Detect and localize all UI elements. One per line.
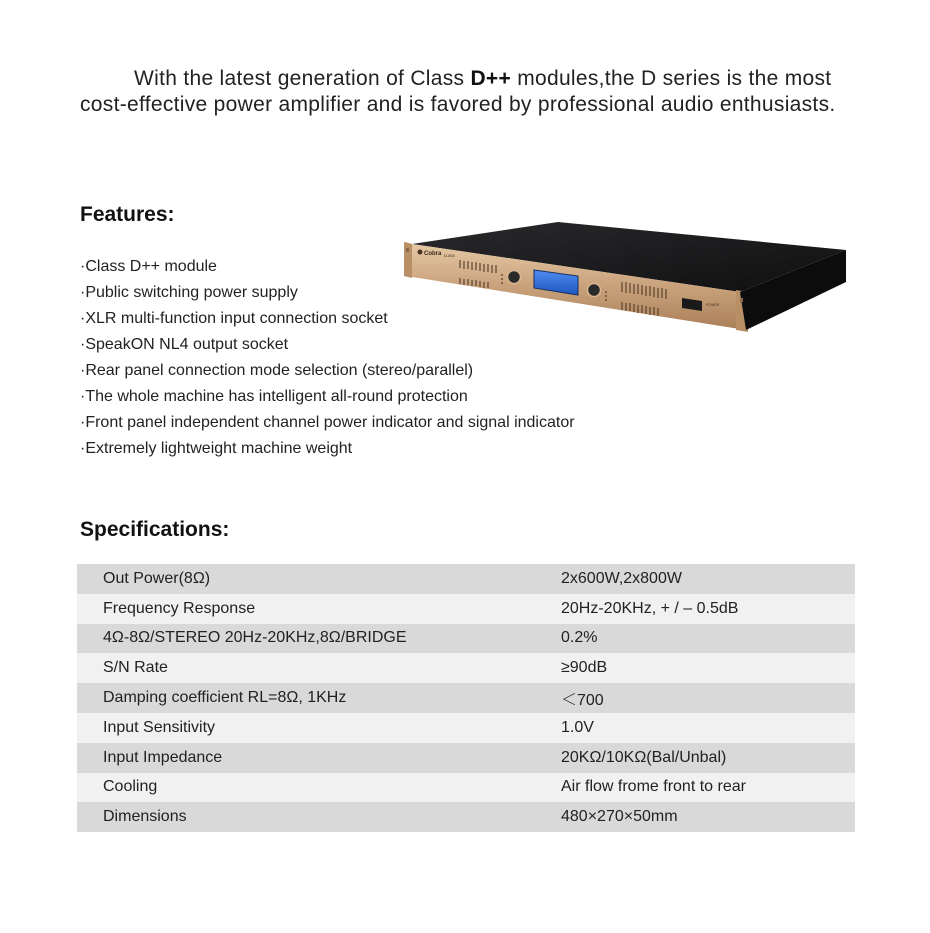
table-row xyxy=(77,713,855,743)
spec-value: ＜700 xyxy=(561,683,855,713)
power-label: POWER xyxy=(706,303,720,307)
spec-value: 0.2% xyxy=(561,624,855,654)
amplifier-product-image xyxy=(400,220,850,338)
feature-item: ·Front panel independent channel power indicator and signal indicator xyxy=(80,414,575,431)
feature-item: ·Class D++ module xyxy=(80,258,217,275)
brand-logo xyxy=(418,250,423,255)
feature-item: ·Public switching power supply xyxy=(80,284,298,301)
spec-param: Cooling xyxy=(77,773,561,803)
feature-item: ·XLR multi-function input connection socket xyxy=(80,310,388,327)
table-row xyxy=(77,683,855,713)
table-row xyxy=(77,773,855,803)
specifications-table xyxy=(77,564,855,832)
feature-item: ·The whole machine has intelligent all-round protection xyxy=(80,388,468,405)
spec-param: Input Sensitivity xyxy=(77,713,561,743)
feature-item: ·Rear panel connection mode selection (stereo/parallel) xyxy=(80,362,474,379)
table-row xyxy=(77,743,855,773)
spec-param: S/N Rate xyxy=(77,653,561,683)
spec-param: Out Power(8Ω) xyxy=(77,564,561,594)
intro-paragraph xyxy=(80,66,850,118)
table-row xyxy=(77,624,855,654)
spec-value: 2x600W,2x800W xyxy=(561,564,855,594)
knob-right xyxy=(588,284,601,297)
table-row xyxy=(77,802,855,832)
knob-left xyxy=(508,271,521,284)
spec-value: Air flow frome front to rear xyxy=(561,773,855,803)
table-row xyxy=(77,653,855,683)
intro-text-end: modules,the D series is the most cost-effective power amplifier and is favored by professional audio enthusiasts. xyxy=(80,67,836,116)
spec-value: ≥90dB xyxy=(561,653,855,683)
spec-value: 480×270×50mm xyxy=(561,802,855,832)
feature-item: ·SpeakON NL4 output socket xyxy=(80,336,289,353)
spec-value: 20KΩ/10KΩ(Bal/Unbal) xyxy=(561,743,855,773)
spec-value: 1.0V xyxy=(561,713,855,743)
spec-param: Dimensions xyxy=(77,802,561,832)
intro-highlight: D++ xyxy=(470,67,512,90)
table-row xyxy=(77,594,855,624)
spec-param: Damping coefficient RL=8Ω, 1KHz xyxy=(77,683,561,713)
spec-value: 20Hz-20KHz, + / – 0.5dB xyxy=(561,594,855,624)
intro-text-start: With the latest generation of Class xyxy=(134,67,471,90)
model-name: D-800 xyxy=(444,253,455,258)
rack-hole-left xyxy=(406,248,409,252)
rack-hole-right xyxy=(740,298,743,302)
brand-name: Cobra xyxy=(424,251,442,257)
amp-rack-ear-left xyxy=(404,242,412,278)
features-heading: Features: xyxy=(80,203,175,226)
specifications-heading: Specifications: xyxy=(80,518,230,541)
spec-param: Input Impedance xyxy=(77,743,561,773)
spec-param: Frequency Response xyxy=(77,594,561,624)
table-row xyxy=(77,564,855,594)
spec-param: 4Ω-8Ω/STEREO 20Hz-20KHz,8Ω/BRIDGE xyxy=(77,624,561,654)
feature-item: ·Extremely lightweight machine weight xyxy=(80,440,353,457)
